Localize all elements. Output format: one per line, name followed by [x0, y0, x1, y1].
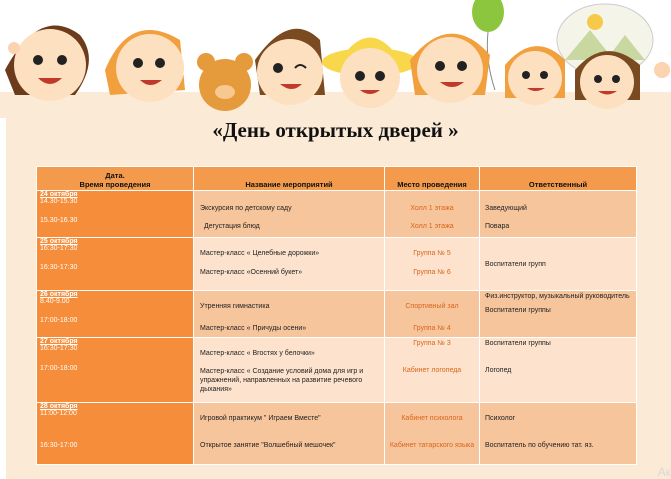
header-event: Название мероприятий	[194, 167, 385, 191]
place-label: Группа № 6	[413, 269, 451, 276]
header-date-time	[37, 167, 194, 191]
schedule-table	[36, 166, 637, 465]
date-cell	[37, 403, 194, 465]
place-label: Кабинет психолога	[401, 415, 463, 422]
responsible-label: Воспитатель по обучению тат. яз.	[485, 442, 594, 449]
table-row	[37, 403, 637, 465]
place-label: Холл 1 этажа	[410, 223, 454, 230]
date-label: 27 октября	[40, 338, 78, 345]
responsible-cell	[480, 403, 637, 465]
event-label: Мастер-класс « Целебные дорожки»	[200, 250, 320, 257]
event-cell	[194, 291, 385, 338]
place-cell	[385, 191, 480, 238]
hand-icon	[654, 62, 670, 78]
place-cell	[385, 238, 480, 291]
header-time: Время проведения	[79, 180, 151, 189]
table-row	[37, 191, 637, 238]
time-label: 14.30-15.30	[40, 198, 78, 205]
time-label: 11:00-12:00	[40, 410, 77, 417]
header-responsible: Ответственный	[480, 167, 637, 191]
place-label: Холл 1 этажа	[410, 205, 454, 212]
table-row	[37, 338, 637, 403]
event-cell	[194, 338, 385, 403]
time-label: 17:00-18:00	[40, 365, 78, 372]
responsible-label: Логопед	[485, 367, 512, 374]
time-label: 16:30-17:00	[40, 442, 78, 449]
responsible-label: Заведующий	[485, 205, 527, 212]
event-label: Игровой практикум " Играем Вместе"	[200, 415, 321, 422]
date-label: 28 октября	[40, 403, 78, 410]
table-row	[37, 238, 637, 291]
responsible-label: Психолог	[485, 415, 516, 422]
time-label: 16:30-17:30	[40, 345, 78, 352]
event-label: Мастер-класс « Причуды осени»	[200, 325, 307, 332]
date-cell	[37, 191, 194, 238]
place-label: Группа № 4	[413, 325, 451, 332]
date-cell	[37, 338, 194, 403]
event-label: Мастер-класс «Осенний букет»	[200, 269, 303, 276]
event-label: Мастер-класс « Создание условий дома для игр и упражнений, направленных на развитие речевого дыхания»	[200, 368, 364, 393]
watermark: Ак	[657, 465, 671, 479]
responsible-cell	[480, 338, 637, 403]
event-label: Мастер-класс « Вгостях у белочки»	[200, 350, 315, 357]
time-label: 15.30-16.30	[40, 217, 78, 224]
table-row	[37, 291, 637, 338]
responsible-label: Воспитатели группы	[485, 307, 551, 314]
place-cell	[385, 291, 480, 338]
place-cell	[385, 403, 480, 465]
event-label: Утренняя гимнастика	[200, 303, 270, 310]
table-header-row	[37, 167, 637, 191]
place-cell	[385, 338, 480, 403]
header-place: Место проведения	[385, 167, 480, 191]
date-label: 24 октября	[40, 191, 78, 198]
date-label: 25 октября	[40, 238, 78, 245]
responsible-cell	[480, 191, 637, 238]
date-label: 26 октября	[40, 291, 78, 298]
responsible-label: Повара	[485, 223, 510, 230]
time-label: 16:30-17:30	[40, 264, 78, 271]
event-label: Дегустация блюд	[204, 223, 260, 230]
time-label: 8.40-9.00	[40, 298, 70, 305]
place-label: Спортивный зал	[405, 303, 459, 310]
event-cell	[194, 238, 385, 291]
header-date: Дата.	[105, 171, 125, 180]
responsible-cell	[480, 291, 637, 338]
responsible-cell	[480, 238, 637, 291]
date-cell	[37, 238, 194, 291]
event-cell	[194, 403, 385, 465]
time-label: 17:00-18:00	[40, 317, 78, 324]
event-label: Открытое занятие "Волшебный мешочек"	[200, 442, 336, 449]
event-cell	[194, 191, 385, 238]
time-label: 16:30-17:30	[40, 245, 78, 252]
place-label: Группа № 3	[413, 340, 451, 347]
place-label: Группа № 5	[413, 250, 451, 257]
children-banner-illustration	[0, 0, 671, 118]
responsible-label: Воспитатели групп	[485, 260, 546, 268]
page-title: «День открытых дверей »	[212, 118, 459, 142]
responsible-label: Физ.инструктор, музыкальный руководитель	[485, 293, 630, 300]
event-label: Экскурсия по детскому саду	[200, 205, 292, 212]
date-cell	[37, 291, 194, 338]
place-label: Кабинет логопеда	[402, 367, 462, 374]
place-label: Кабинет татарского языка	[389, 442, 475, 449]
responsible-label: Воспитатели группы	[485, 340, 551, 347]
